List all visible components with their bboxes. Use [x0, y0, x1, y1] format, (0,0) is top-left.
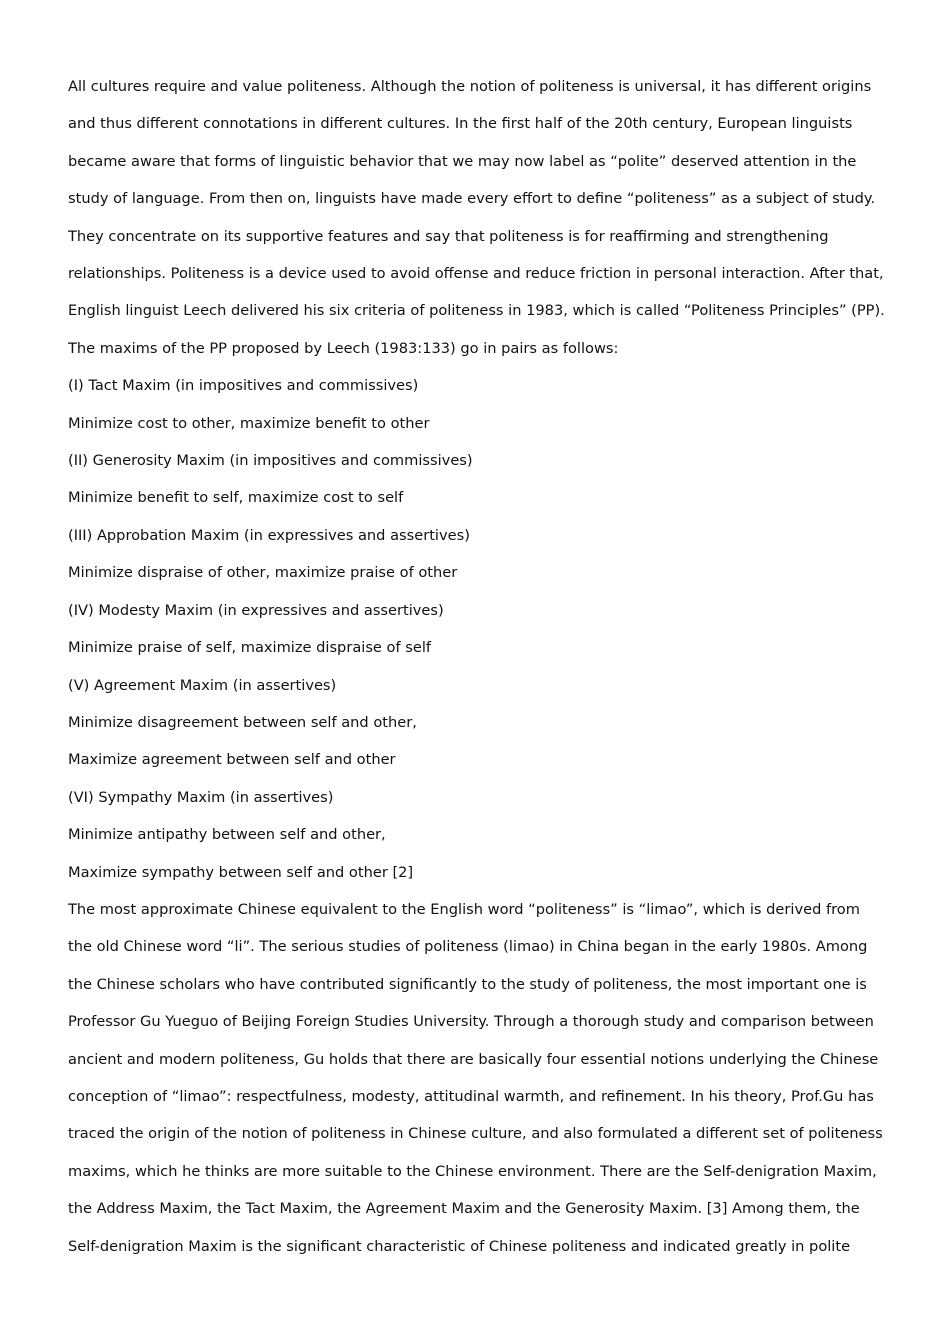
maxim-list: [68, 367, 888, 891]
maxim-line: Minimize dispraise of other, maximize praise of other: [68, 564, 458, 582]
maxim-line: Maximize sympathy between self and other [2]: [68, 863, 414, 881]
chinese-politeness-paragraph: The most approximate Chinese equivalent to the English word “politeness” is “limao”, which is derived from the old Chinese word “li”. The serious studies of politeness (limao) in China began in the early 1980s. Among the Chinese scholars who have contributed significantly to the study of politeness, the most important one is Professor Gu Yueguo of Beijing Foreign Studies University. Through a thorough study and comparison between ancient and modern politeness, Gu holds that there are basically four essential notions underlying the Chinese conception of “limao”: respectfulness, modesty, attitudinal warmth, and refinement. In his theory, Prof.Gu has traced the origin of the notion of politeness in Chinese culture, and also formulated a different set of politeness maxims, which he thinks are more suitable to the Chinese environment. There are the Self-denigration Maxim, the Address Maxim, the Tact Maxim, the Agreement Maxim and the Generosity Maxim. [3] Among them, the Self-denigration Maxim is the significant characteristic of Chinese politeness and indicated greatly in polite: [68, 900, 883, 1255]
intro-paragraph: All cultures require and value politeness. Although the notion of politeness is universal, it has different origins and thus different connotations in different cultures. In the first half of the 20th century, European linguists became aware that forms of linguistic behavior that we may now label as “polite” deserved attention in the study of language. From then on, linguists have made every effort to define “politeness” as a subject of study. They concentrate on its supportive features and say that politeness is for reaffirming and strengthening relationships. Politeness is a device used to avoid offense and reduce friction in personal interaction. After that, English linguist Leech delivered his six criteria of politeness in 1983, which is called “Politeness Principles” (PP). The maxims of the PP proposed by Leech (1983:133) go in pairs as follows:: [68, 78, 885, 357]
maxim-line: Minimize antipathy between self and other,: [68, 826, 386, 844]
maxim-line: (III) Approbation Maxim (in expressives and assertives): [68, 526, 470, 544]
maxim-line: (II) Generosity Maxim (in impositives and commissives): [68, 452, 473, 470]
maxim-line: (IV) Modesty Maxim (in expressives and assertives): [68, 601, 444, 619]
maxim-line: Minimize benefit to self, maximize cost to self: [68, 489, 404, 507]
maxim-line: (I) Tact Maxim (in impositives and commissives): [68, 377, 419, 395]
document-page: [68, 68, 888, 1265]
maxim-line: Maximize agreement between self and other: [68, 751, 396, 769]
maxim-line: Minimize disagreement between self and other,: [68, 713, 417, 731]
maxim-line: Minimize praise of self, maximize dispraise of self: [68, 639, 432, 657]
maxim-line: (V) Agreement Maxim (in assertives): [68, 676, 337, 694]
maxim-line: Minimize cost to other, maximize benefit to other: [68, 414, 430, 432]
maxim-line: (VI) Sympathy Maxim (in assertives): [68, 788, 334, 806]
